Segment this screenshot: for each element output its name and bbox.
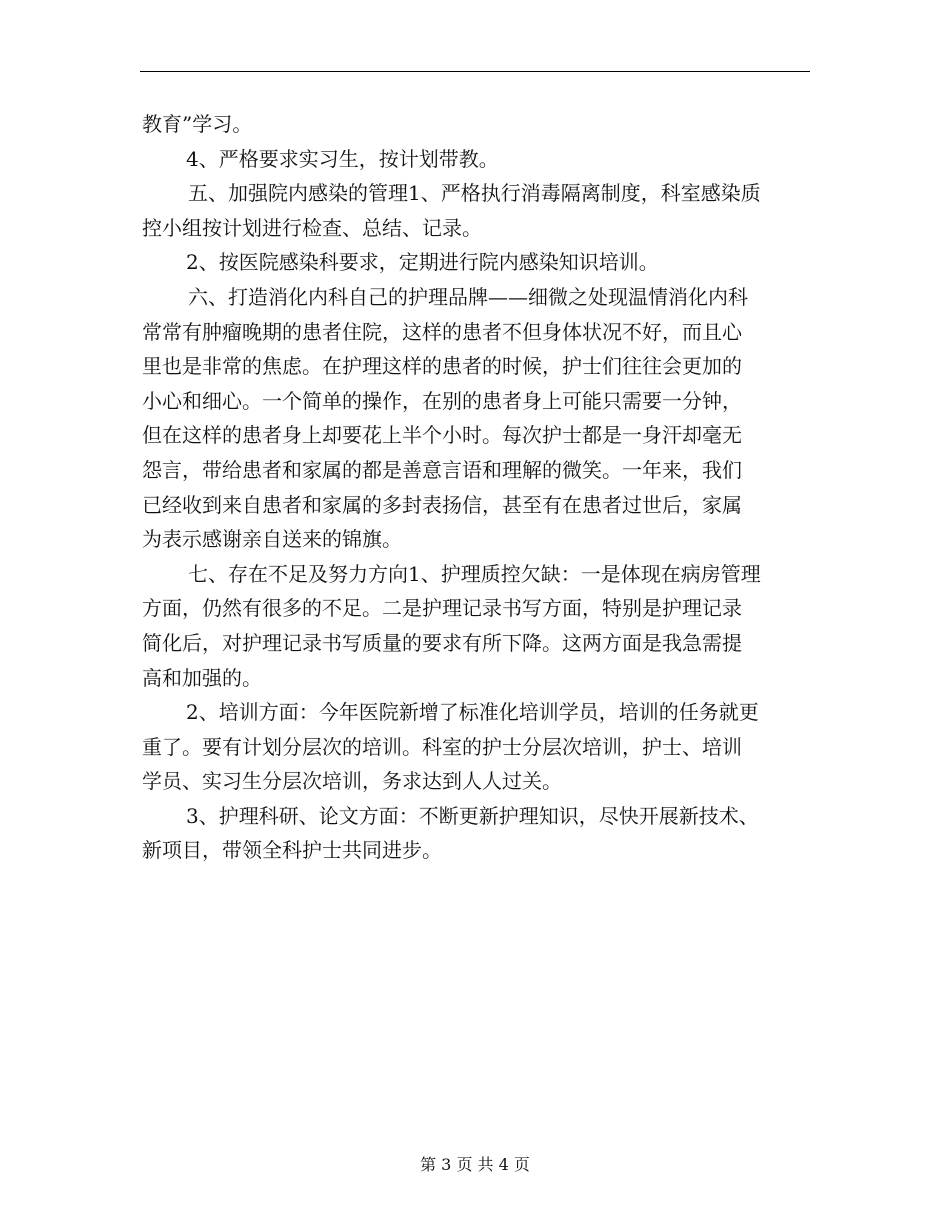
page-footer: 第 3 页 共 4 页 xyxy=(420,1155,530,1174)
text-line: 2、按医院感染科要求，定期进行院内感染知识培训。 xyxy=(186,250,659,275)
text-line: 3、护理科研、论文方面：不断更新护理知识，尽快开展新技术、 xyxy=(186,803,759,828)
text-line: 简化后，对护理记录书写质量的要求有所下降。这两方面是我急需提 xyxy=(142,630,742,655)
text-line: 已经收到来自患者和家属的多封表扬信，甚至有在患者过世后，家属 xyxy=(142,492,742,517)
text-line: 2、培训方面：今年医院新增了标准化培训学员，培训的任务就更 xyxy=(186,700,759,725)
header-rule xyxy=(140,71,810,72)
text-line: 控小组按计划进行检查、总结、记录。 xyxy=(142,215,482,240)
text-line: 方面，仍然有很多的不足。二是护理记录书写方面，特别是护理记录 xyxy=(142,596,742,621)
text-line: 里也是非常的焦虑。在护理这样的患者的时候，护士们往往会更加的 xyxy=(142,354,742,379)
text-line: 五、加强院内感染的管理1、严格执行消毒隔离制度，科室感染质 xyxy=(188,181,761,206)
text-line: 怨言，带给患者和家属的都是善意言语和理解的微笑。一年来，我们 xyxy=(142,457,742,482)
text-line: 为表示感谢亲自送来的锦旗。 xyxy=(142,527,402,552)
text-line: 七、存在不足及努力方向1、护理质控欠缺：一是体现在病房管理 xyxy=(188,561,761,586)
text-line: 六、打造消化内科自己的护理品牌——细微之处现温情消化内科 xyxy=(188,284,748,309)
text-line: 新项目，带领全科护士共同进步。 xyxy=(142,838,442,863)
text-line: 小心和细心。一个简单的操作，在别的患者身上可能只需要一分钟， xyxy=(142,388,742,413)
text-line: 学员、实习生分层次培训，务求达到人人过关。 xyxy=(142,769,562,794)
text-line: 4、严格要求实习生，按计划带教。 xyxy=(186,146,499,171)
document-body xyxy=(142,107,810,868)
text-line: 常常有肿瘤晚期的患者住院，这样的患者不但身体状况不好，而且心 xyxy=(142,319,742,344)
text-line: 教育”学习。 xyxy=(142,112,253,136)
text-line: 但在这样的患者身上却要花上半个小时。每次护士都是一身汗却毫无 xyxy=(142,423,742,448)
text-line: 重了。要有计划分层次的培训。科室的护士分层次培训，护士、培训 xyxy=(142,734,742,759)
text-line: 高和加强的。 xyxy=(142,665,262,690)
